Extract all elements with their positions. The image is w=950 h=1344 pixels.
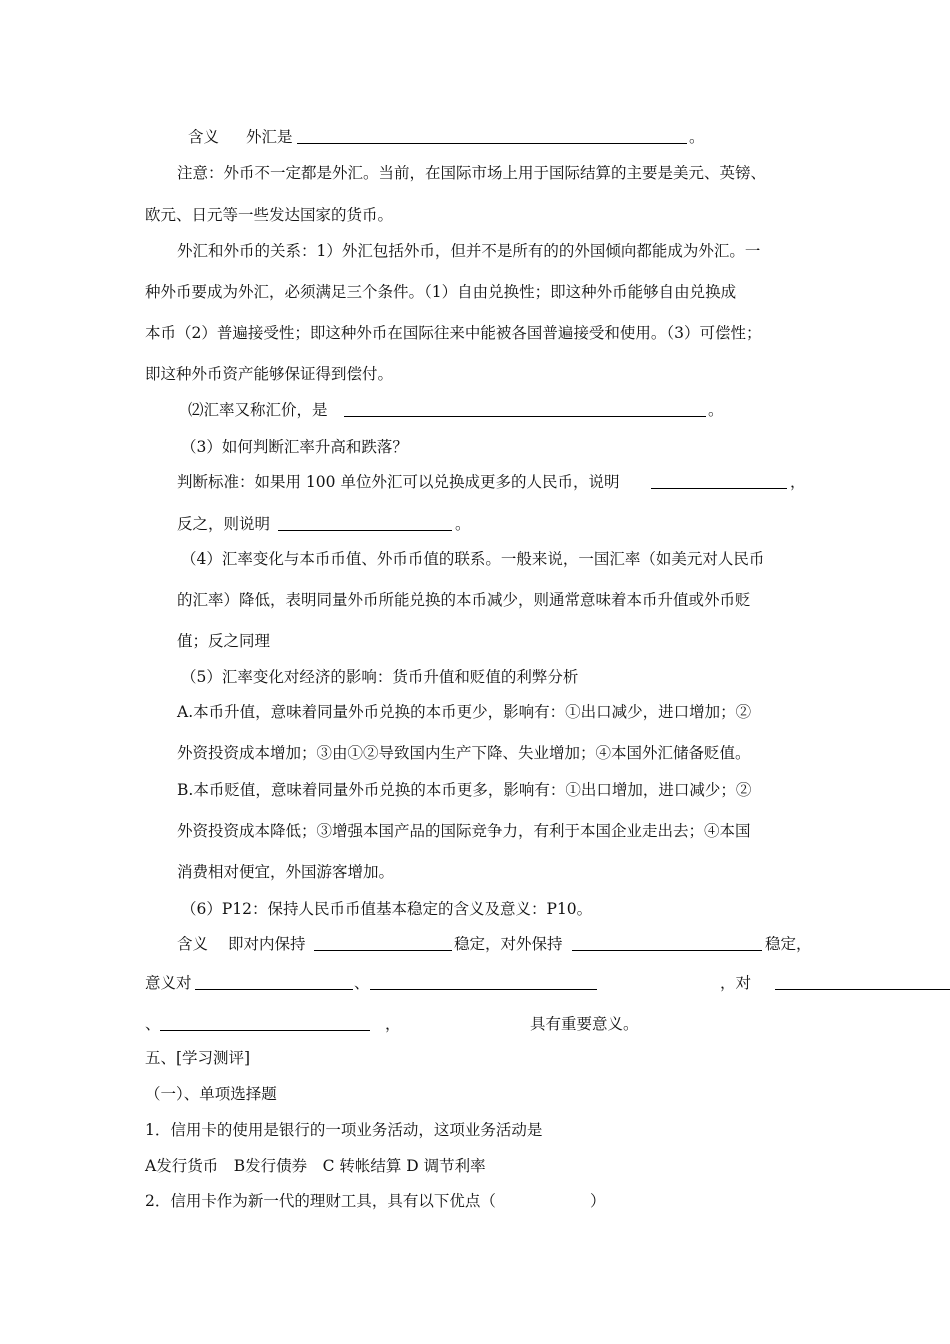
note-line-1: 注意：外币不一定都是外汇。当前，在国际市场上用于国际结算的主要是美元、英镑、 (177, 164, 767, 182)
judge-question: （3）如何判断汇率升高和跌落？ (181, 438, 408, 456)
significance-blank-4[interactable] (160, 1016, 370, 1031)
forex-definition-period: 。 (689, 128, 705, 146)
stability-end-text: 稳定， (765, 935, 812, 953)
internal-stability-blank[interactable] (314, 936, 452, 951)
point4-line-3: 值；反之同理 (177, 632, 271, 650)
forex-definition-blank[interactable] (297, 129, 687, 144)
otherwise-text: 反之，则说明 (177, 515, 271, 533)
section-five-heading: 五、[学习测评] (145, 1049, 251, 1067)
depreciation-line-3: 消费相对便宜，外国游客增加。 (177, 863, 395, 881)
judge-standard-text: 判断标准：如果用 100 单位外汇可以兑换成更多的人民币，说明 (177, 473, 620, 491)
significance-end-text: 具有重要意义。 (530, 1015, 639, 1033)
relation-line-3: 本币（2）普遍接受性；即这种外币在国际往来中能被各国普遍接受和使用。（3）可偿性； (145, 324, 762, 342)
external-stability-blank[interactable] (572, 936, 762, 951)
note-line-2: 欧元、日元等一些发达国家的货币。 (145, 206, 394, 224)
forex-is-text: 外汇是 (246, 128, 293, 146)
point4-line-2: 的汇率）降低，表明同量外币所能兑换的本币减少，则通常意味着本币升值或外币贬 (177, 591, 751, 609)
exchange-rate-text: ⑵汇率又称汇价，是 (188, 401, 328, 419)
judge-standard-blank[interactable] (651, 474, 787, 489)
question-2: 2．信用卡作为新一代的理财工具，具有以下优点（ (145, 1192, 496, 1210)
significance-comma: ， (385, 1015, 401, 1033)
exchange-rate-blank[interactable] (344, 402, 706, 417)
definition-label: 含义 (188, 128, 220, 146)
appreciation-line-2: 外资投资成本增加；③由①②导致国内生产下降、失业增加；④本国外汇储备贬值。 (177, 744, 751, 762)
significance-label: 意义对 (145, 974, 192, 992)
point5-heading: （5）汇率变化对经济的影响：货币升值和贬值的利弊分析 (181, 668, 579, 686)
significance-blank-2[interactable] (370, 975, 597, 990)
relation-line-1: 外汇和外币的关系：1）外汇包括外币，但并不是所有的的外国倾向都能成为外汇。一 (177, 242, 761, 260)
point4-line-1: （4）汇率变化与本币币值、外币币值的联系。一般来说，一国汇率（如美元对人民币 (181, 550, 765, 568)
single-choice-heading: （一）、单项选择题 (145, 1085, 277, 1103)
judge-standard-comma: ， (790, 473, 806, 491)
stability-definition-label: 含义 (177, 935, 209, 953)
point6-heading: （6）P12：保持人民币币值基本稳定的含义及意义：P10。 (181, 900, 593, 918)
significance-separator: 、 (354, 974, 370, 992)
stability-internal-text: 即对内保持 (228, 935, 306, 953)
relation-line-4: 即这种外币资产能够保证得到偿付。 (145, 365, 394, 383)
stability-external-text: 稳定，对外保持 (454, 935, 563, 953)
appreciation-line-1: A.本币升值，意味着同量外币兑换的本币更少，影响有：①出口减少，进口增加；② (177, 703, 752, 721)
depreciation-line-2: 外资投资成本降低；③增强本国产品的国际竞争力，有利于本国企业走出去；④本国 (177, 822, 751, 840)
significance-separator-2: 、 (145, 1015, 161, 1033)
significance-to-text: ，对 (720, 974, 752, 992)
depreciation-line-1: B.本币贬值，意味着同量外币兑换的本币更多，影响有：①出口增加，进口减少；② (177, 781, 752, 799)
significance-blank-3[interactable] (775, 975, 950, 990)
otherwise-period: 。 (455, 515, 471, 533)
significance-blank-1[interactable] (195, 975, 353, 990)
question-1-options: A发行货币 B发行债券 C 转帐结算 D 调节利率 (145, 1157, 486, 1175)
question-2-close-paren: ） (590, 1192, 606, 1210)
relation-line-2: 种外币要成为外汇，必须满足三个条件。（1）自由兑换性；即这种外币能够自由兑换成 (145, 283, 737, 301)
exchange-rate-period: 。 (708, 401, 724, 419)
otherwise-blank[interactable] (278, 516, 452, 531)
question-1: 1．信用卡的使用是银行的一项业务活动，这项业务活动是 (145, 1121, 543, 1139)
